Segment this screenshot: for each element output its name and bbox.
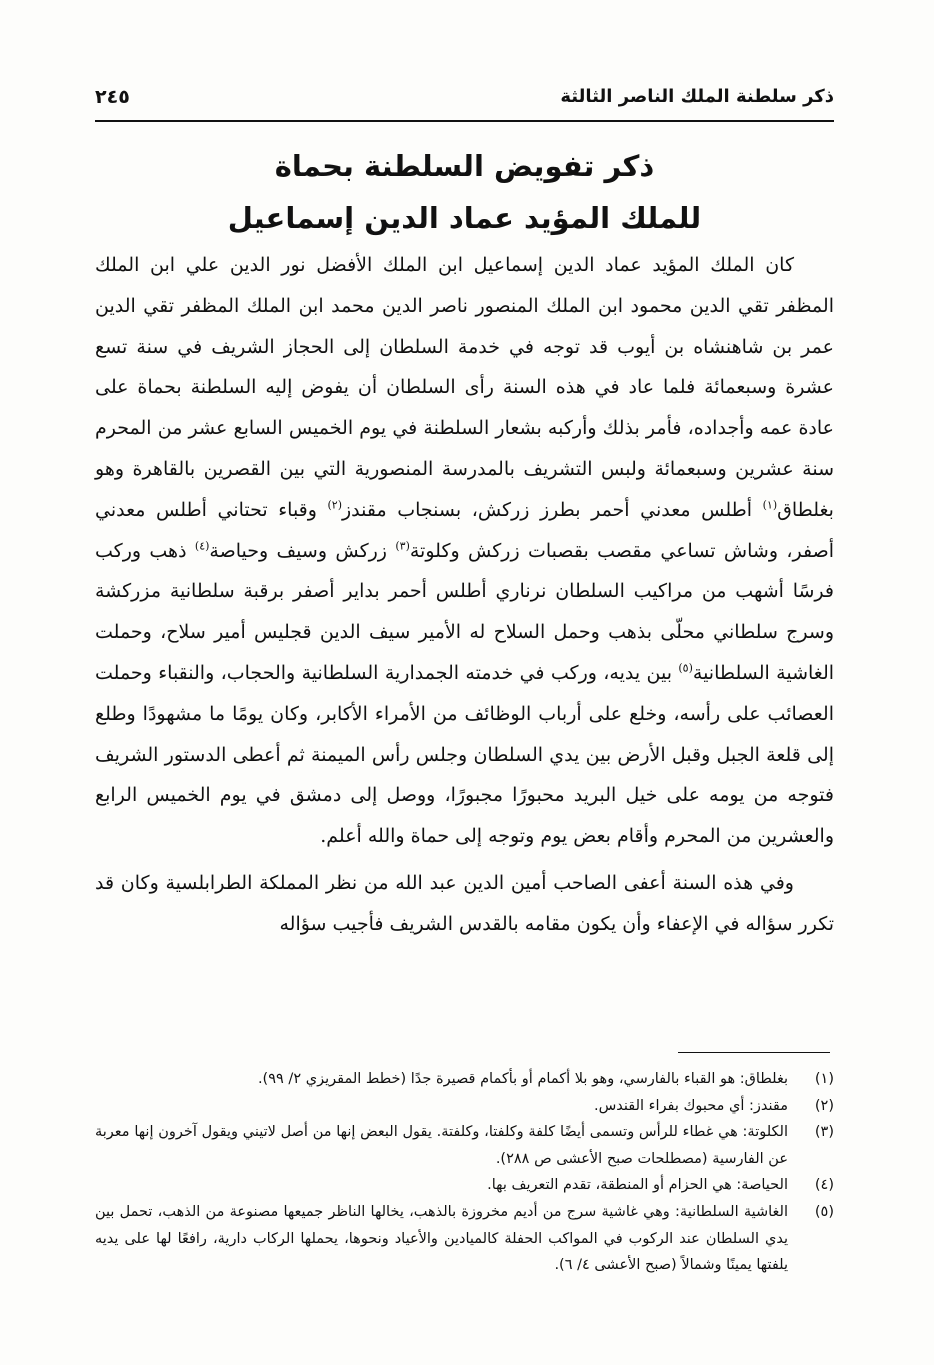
footnote-3 bbox=[95, 1119, 834, 1172]
p1-segment-5: ذهب وركب فرسًا أشهب من مراكيب السلطان نرناري أطلس أحمر بداير أصفر برقبة سلطانية مزركشة وسرج سلطاني محلّى بذهب وحمل السلاح له الأمير سيف الدين قجليس أمير سلاح، وحملت الغاشية السلطانية bbox=[95, 539, 835, 684]
p1-segment-3: وقباء تحتاني أطلس معدني أصفر، وشاش تساعي مقصب بقصبات زركش وكلوتة bbox=[95, 498, 834, 562]
p1-segment-1: كان الملك المؤيد عماد الدين إسماعيل ابن الملك الأفضل نور الدين علي ابن الملك المظفر تقي الدين محمود ابن الملك المنصور ناصر الدين محمد ابن الملك المظفر تقي الدين عمر بن شاهنشاه بن أيوب قد توجه في خدمة السلطان إلى الحجاز الشريف في سنة تسع عشرة وسبعمائة فلما عاد في هذه السنة رأى السلطان أن يفوض إليه السلطنة بحماة على عادة عمه وأجداده، فأمر بذلك وأركبه بشعار السلطنة في يوم الخميس السابع عشر من المحرم سنة عشرين وسبعمائة ولبس التشريف بالمدرسة المنصورية التي بين القصرين بالقاهرة وهو بغلطاق bbox=[95, 254, 834, 521]
footnote-text: الكلوتة: هي غطاء للرأس وتسمى أيضًا كلفة وكلفتا، وكلفتة. يقول البعض إنها من أصل لاتيني ويقول آخرون إنها معربة عن الفارسية (مصطلحات صبح الأعشى ص ٢٨٨). bbox=[95, 1124, 788, 1167]
footnote-ref-4: (٤) bbox=[194, 539, 210, 553]
footnote-ref-2: (٢) bbox=[327, 498, 342, 512]
title-line-1: ذكر تفويض السلطنة بحماة bbox=[274, 149, 655, 183]
footnote-number: (٤) bbox=[814, 1177, 834, 1194]
footnote-4 bbox=[95, 1172, 834, 1199]
title-line-2: للملك المؤيد عماد الدين إسماعيل bbox=[227, 201, 702, 235]
header-rule bbox=[95, 120, 834, 122]
running-title: ذكر سلطنة الملك الناصر الثالثة bbox=[560, 86, 834, 107]
footnote-text: بغلطاق: هو القباء بالفارسي، وهو بلا أكمام أو بأكمام قصيرة جدًا (خطط المقريزي ٢/ ٩٩). bbox=[257, 1071, 788, 1087]
body-text bbox=[95, 245, 834, 945]
footnote-number: (١) bbox=[814, 1071, 834, 1087]
p1-segment-2: أطلس معدني أحمر بطرز زركش، بسنجاب مقندز bbox=[342, 498, 763, 521]
footnote-1 bbox=[95, 1066, 834, 1093]
footnote-ref-5: (٥) bbox=[678, 661, 693, 675]
footnote-number: (٢) bbox=[814, 1097, 834, 1114]
paragraph-1 bbox=[95, 245, 834, 857]
chapter-title bbox=[95, 140, 834, 244]
footnote-text: مقندز: أي محبوك بفراء القندس. bbox=[593, 1097, 788, 1114]
page-header bbox=[95, 86, 834, 114]
footnote-ref-1: (١) bbox=[762, 498, 778, 512]
footnote-number: (٥) bbox=[814, 1203, 834, 1220]
footnotes bbox=[95, 1066, 834, 1279]
footnote-5 bbox=[95, 1199, 834, 1279]
footnote-ref-3: (٣) bbox=[395, 539, 410, 553]
p1-segment-4: زركش وسيف وحياصة bbox=[209, 539, 396, 562]
footnote-rule bbox=[678, 1052, 830, 1053]
footnote-number: (٣) bbox=[814, 1124, 834, 1141]
paragraph-2: وفي هذه السنة أعفى الصاحب أمين الدين عبد الله من نظر المملكة الطرابلسية وكان قد تكرر سؤاله في الإعفاء وأن يكون مقامه بالقدس الشريف فأجيب سؤاله bbox=[95, 871, 834, 935]
p1-segment-6: بين يديه، وركب في خدمته الجمدارية السلطانية والحجاب، والنقباء وحملت العصائب على رأسه، وخلع على أرباب الوظائف من الأمراء الأكابر، وكان يومًا ما مشهودًا وطلع إلى قلعة الجبل وقبل الأرض بين يدي السلطان وجلس رأس الميمنة ثم أعطى الدستور الشريف فتوجه من يومه على خيل البريد محبورًا مجبورًا، ووصل إلى دمشق في يوم الخميس الرابع والعشرين من المحرم وأقام بعض يوم وتوجه إلى حماة والله أعلم. bbox=[95, 661, 834, 848]
footnote-text: الحياصة: هي الحزام أو المنطقة، تقدم التعريف بها. bbox=[487, 1177, 788, 1194]
footnote-text: الغاشية السلطانية: وهي غاشية سرج من أديم مخروزة بالذهب، يخالها الناظر جميعها مصنوعة من الذهب، تحمل بين يدي السلطان عند الركوب في المواكب الحفلة كالميادين والأعياد ونحوها، يحملها الركاب دارية، رافعًا لها على يديه يلفتها يمينًا وشمالاً (صبح الأعشى ٤/ ٦). bbox=[95, 1203, 788, 1274]
footnote-2 bbox=[95, 1093, 834, 1120]
page-number: ٢٤٥ bbox=[95, 86, 130, 108]
